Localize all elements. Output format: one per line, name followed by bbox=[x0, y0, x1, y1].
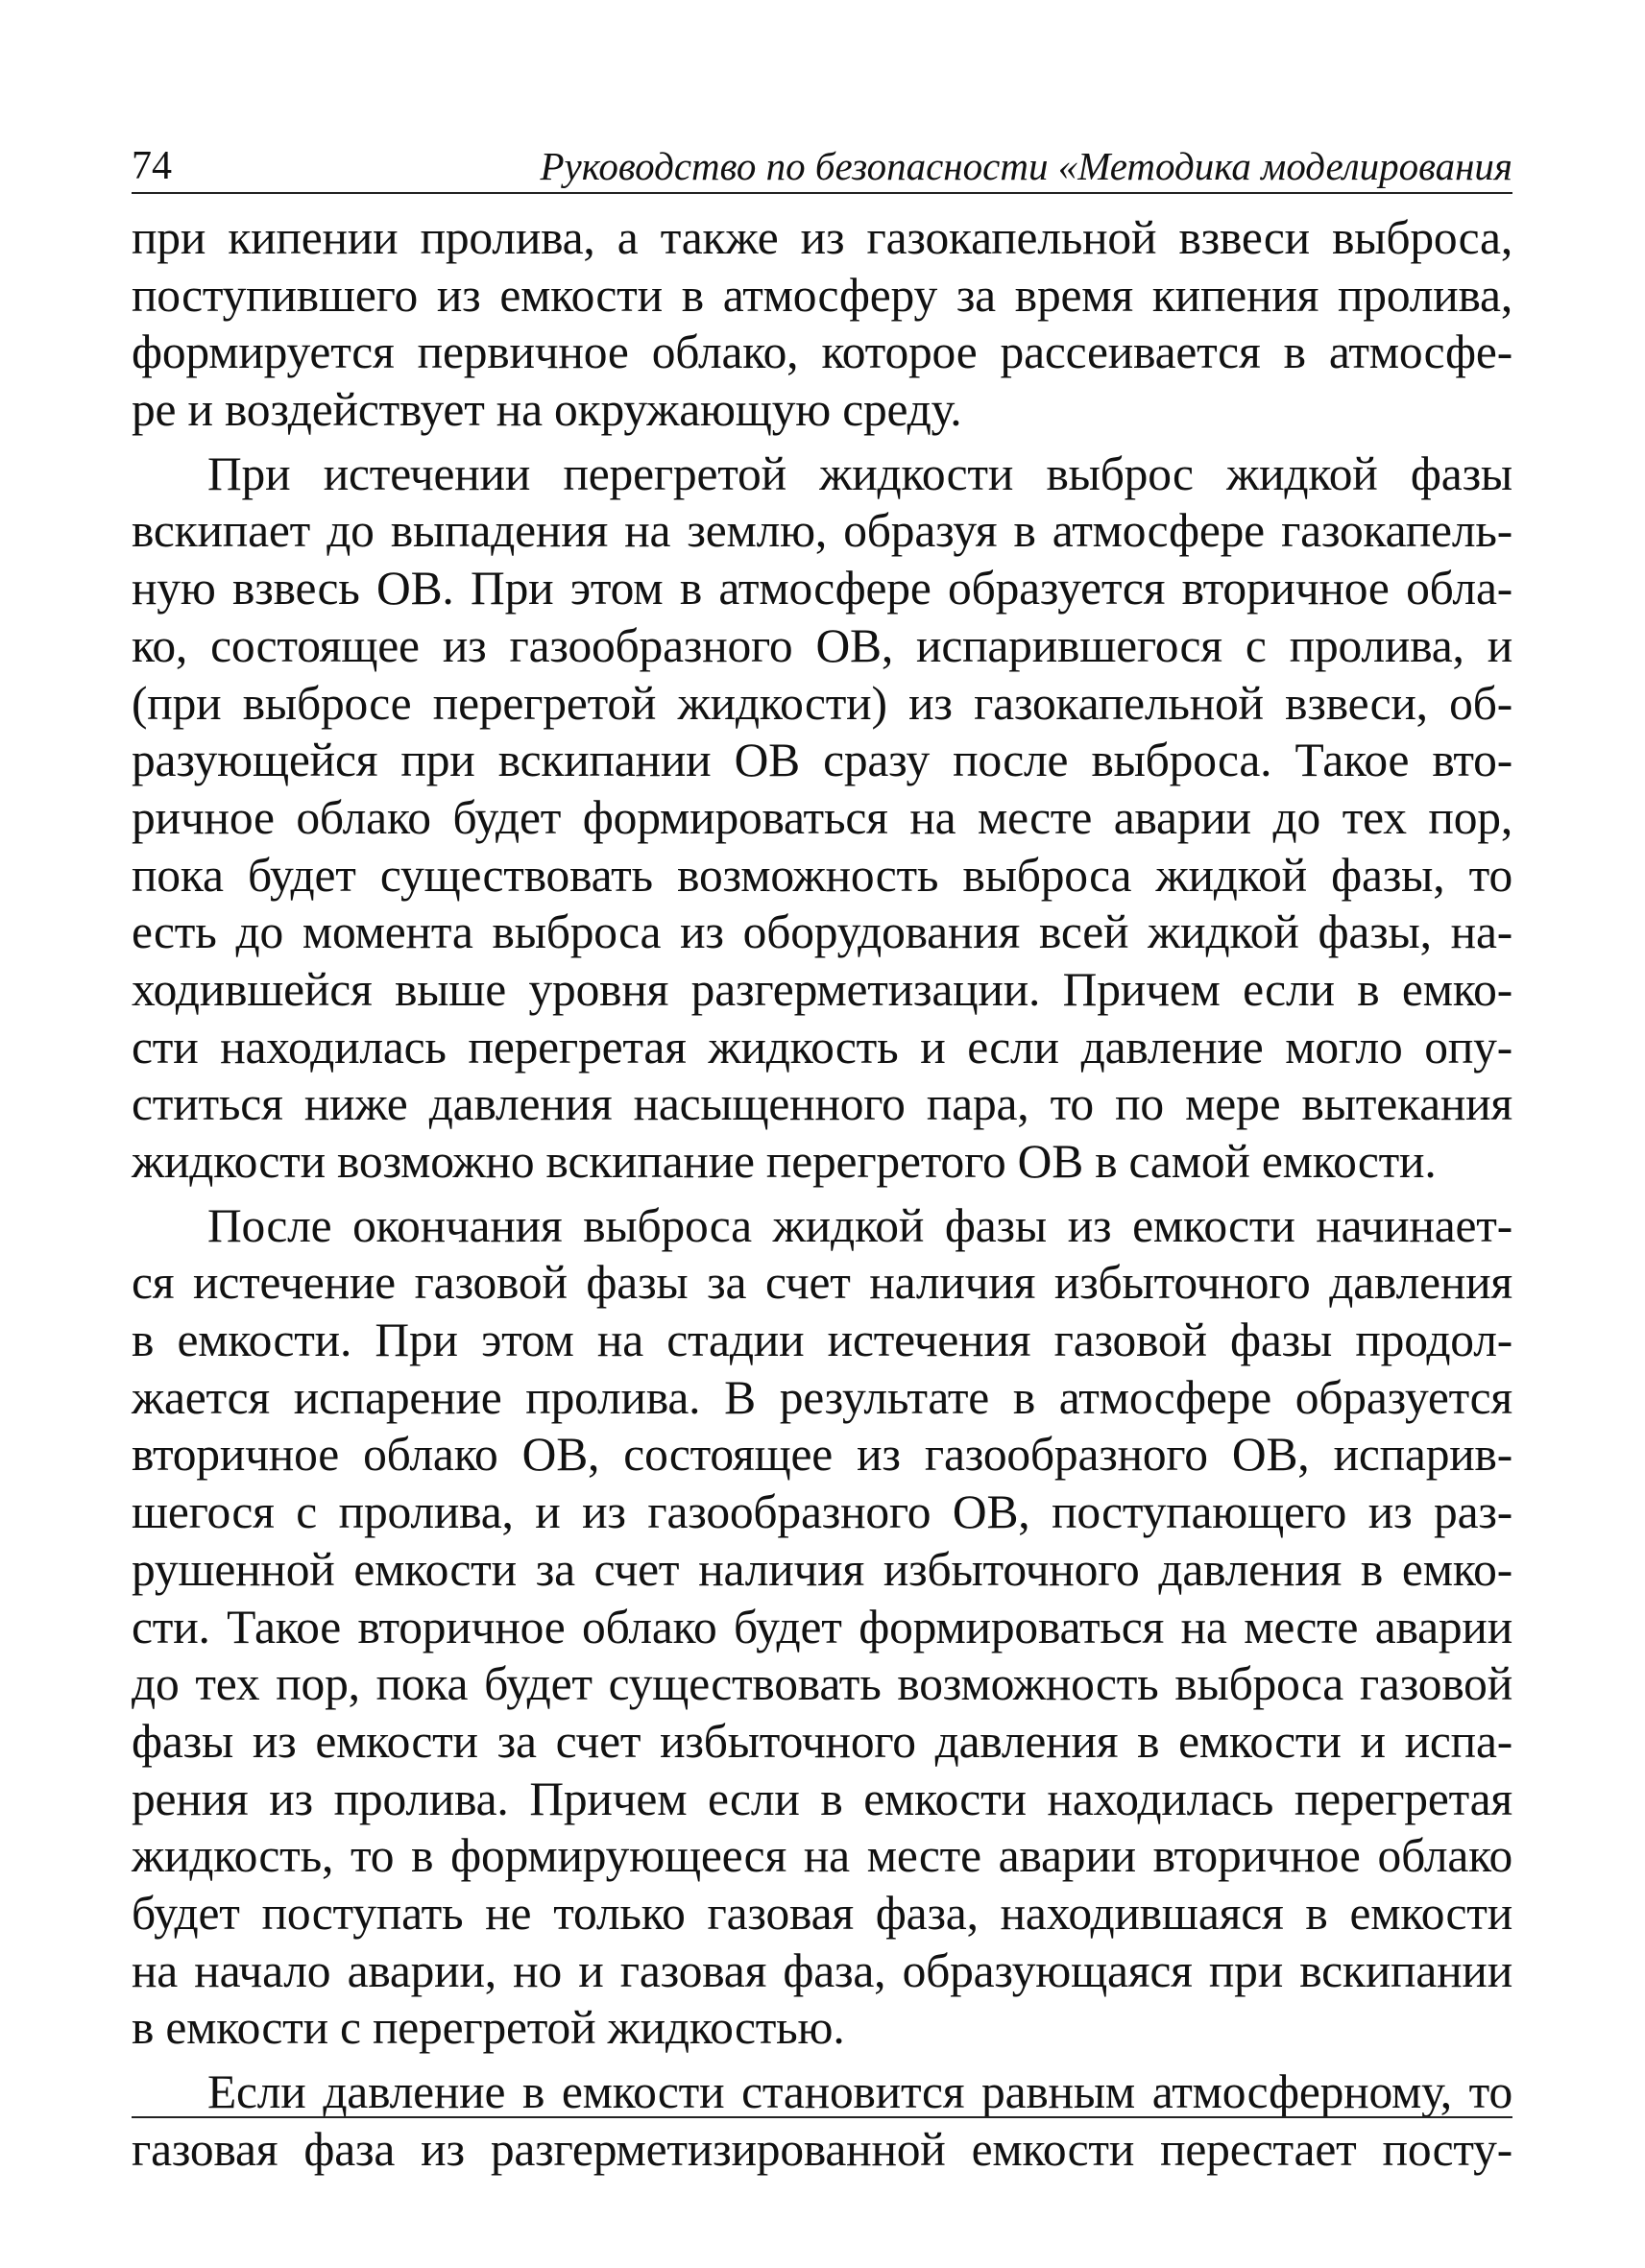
text-line: на начало аварии, но и газовая фаза, образующаяся при вскипании bbox=[132, 1943, 1512, 1997]
text-line: ричное облако будет формироваться на месте аварии до тех пор, bbox=[132, 790, 1512, 844]
text-line: поступившего из емкости в атмосферу за время кипения пролива, bbox=[132, 268, 1512, 322]
text-line: в емкости. При этом на стадии истечения газовой фазы продол- bbox=[132, 1314, 1512, 1367]
text-line: газовая фаза из разгерметизированной емкости перестает посту- bbox=[132, 2122, 1512, 2176]
text-line: рения из пролива. Причем если в емкости находилась перегретая bbox=[132, 1772, 1512, 1825]
paragraph-2 bbox=[132, 446, 1512, 1191]
paragraph-1 bbox=[132, 209, 1512, 439]
running-header bbox=[132, 142, 1512, 194]
text-line: (при выбросе перегретой жидкости) из газокапельной взвеси, об- bbox=[132, 676, 1512, 730]
text-line: в емкости с перегретой жидкостью. bbox=[132, 2001, 845, 2055]
text-line: ститься ниже давления насыщенного пара, то по мере вытекания bbox=[132, 1077, 1512, 1131]
text-line: при кипении пролива, а также из газокапельной взвеси выброса, bbox=[132, 211, 1512, 264]
text-line: сти находилась перегретая жидкость и если давление могло опу- bbox=[132, 1020, 1512, 1074]
text-line: Если давление в емкости становится равным атмосферному, то bbox=[207, 2065, 1512, 2118]
body-text bbox=[132, 209, 1512, 2178]
text-line: жидкость, то в формирующееся на месте аварии вторичное облако bbox=[132, 1829, 1512, 1883]
text-line: рушенной емкости за счет наличия избыточного давления в емко- bbox=[132, 1542, 1512, 1596]
bottom-rule bbox=[132, 2116, 1512, 2118]
text-line: пока будет существовать возможность выброса жидкой фазы, то bbox=[132, 848, 1512, 902]
text-line: шегося с пролива, и из газообразного ОВ, поступающего из раз- bbox=[132, 1485, 1512, 1539]
text-line: ся истечение газовой фазы за счет наличия избыточного давления bbox=[132, 1256, 1512, 1310]
text-line: формируется первичное облако, которое рассеивается в атмосфе- bbox=[132, 326, 1512, 379]
text-line: ко, состоящее из газообразного ОВ, испарившегося с пролива, и bbox=[132, 618, 1512, 672]
text-line: ре и воздействует на окружающую среду. bbox=[132, 383, 962, 437]
text-line: вскипает до выпадения на землю, образуя в атмосфере газокапель- bbox=[132, 504, 1512, 558]
text-line: При истечении перегретой жидкости выброс жидкой фазы bbox=[207, 446, 1512, 500]
text-line: есть до момента выброса из оборудования всей жидкой фазы, на- bbox=[132, 905, 1512, 959]
text-line: до тех пор, пока будет существовать возможность выброса газовой bbox=[132, 1657, 1512, 1711]
text-line: разующейся при вскипании ОВ сразу после выброса. Такое вто- bbox=[132, 734, 1512, 787]
text-line: После окончания выброса жидкой фазы из емкости начинает- bbox=[207, 1198, 1512, 1252]
text-line: ходившейся выше уровня разгерметизации. Причем если в емко- bbox=[132, 962, 1512, 1016]
text-line: жается испарение пролива. В результате в атмосфере образуется bbox=[132, 1370, 1512, 1424]
paragraph-3 bbox=[132, 1197, 1512, 2057]
page-number: 74 bbox=[132, 144, 172, 188]
text-line: ную взвесь ОВ. При этом в атмосфере образуется вторичное обла- bbox=[132, 562, 1512, 615]
paragraph-4 bbox=[132, 2063, 1512, 2178]
running-title: Руководство по безопасности «Методика моделирования bbox=[540, 144, 1512, 188]
text-line: сти. Такое вторичное облако будет формироваться на месте аварии bbox=[132, 1600, 1512, 1653]
text-line: фазы из емкости за счет избыточного давления в емкости и испа- bbox=[132, 1714, 1512, 1768]
text-line: жидкости возможно вскипание перегретого ОВ в самой емкости. bbox=[132, 1135, 1437, 1188]
text-line: будет поступать не только газовая фаза, находившаяся в емкости bbox=[132, 1886, 1512, 1940]
text-line: вторичное облако ОВ, состоящее из газообразного ОВ, испарив- bbox=[132, 1428, 1512, 1482]
